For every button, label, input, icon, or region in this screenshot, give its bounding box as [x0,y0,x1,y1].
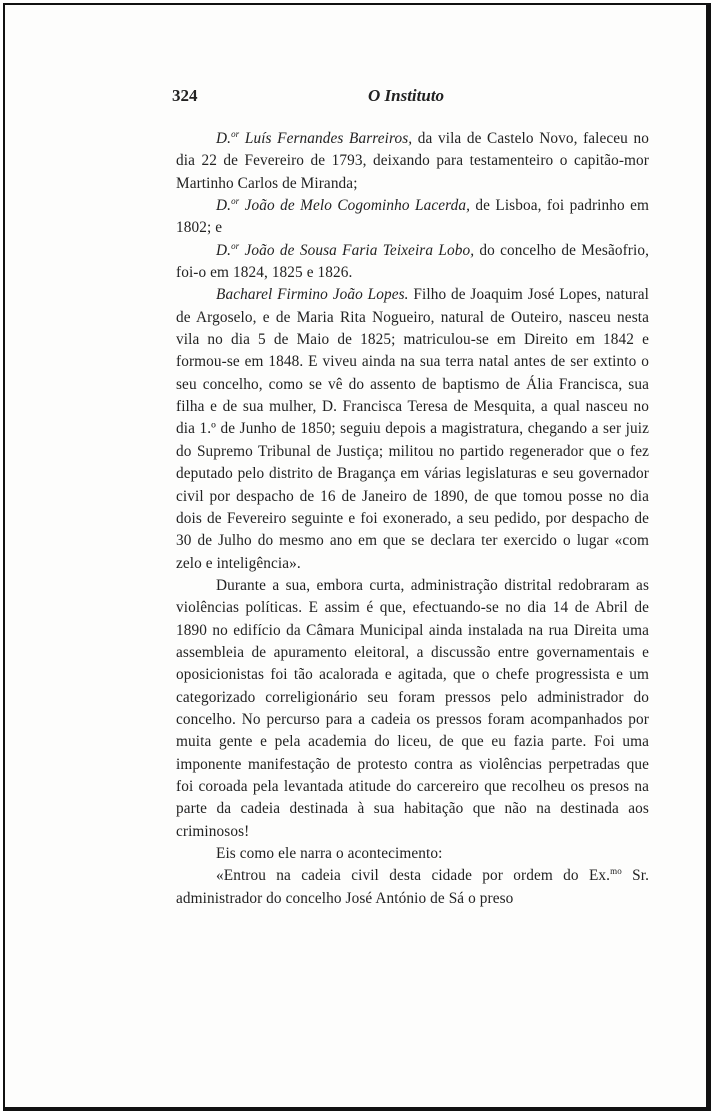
person-name: D.$^{or}$ Luís Fernandes Barreiros, [216,128,413,147]
person-name: D.$^{or}$ João de Sousa Faria Teixeira Lobo, [216,240,475,259]
paragraph-quotation: «Entrou na cadeia civil desta cidade por ordem do Ex.$^{mo}$ Sr. administrador do concelho José António de Sá o preso [176,866,649,907]
body-text [176,128,649,910]
paragraph-firmino-joao-lopes [176,284,649,574]
paragraph-joao-de-sousa [176,240,649,285]
page-number: 324 [172,86,198,105]
paragraph-text: Filho de Joaquim José Lopes, natural de Argoselo, e de Maria Rita Nogueiro, natural de Outeiro, nasceu nesta vila no dia 5 de Maio de 1825; matriculou-se em Direito em 1842 e formou-se em 1848. E viveu ainda na sua terra natal antes de ser extinto o seu concelho, como se vê do assento de baptismo de Ália Francisca, sua filha e de sua mulher, D. Francisca Teresa de Mesquita, a qual nasceu no dia 1.º de Junho de 1850; seguiu depois a magistratura, chegando a ser juiz do Supremo Tribunal de Justiça; militou no partido regenerador que o fez deputado pelo distrito de Bragança em várias legislaturas e seu governador civil por despacho de 16 de Janeiro de 1890, de que tomou posse no dia dois de Fevereiro seguinte e foi exonerado, a seu pedido, por despacho de 30 de Julho do mesmo ano em que se declara ter exercido o lugar «com zelo e inteligência». [176,286,649,572]
person-name: Bacharel Firmino João Lopes. [216,286,409,304]
paragraph-administration: Durante a sua, embora curta, administração distrital redobraram as violências políticas. E assim é que, efectuando-se no dia 14 de Abril de 1890 no edifício da Câmara Municipal ainda instalada na rua Direita uma assembleia de apuramento eleitoral, a discussão entre governamentais e oposicionistas foi tão acalorada e agitada, que o chefe progressista e um categorizado correligionário seu foram pressos pelo administrador do concelho. No percurso para a cadeia os pressos foram acompanhados por muita gente e pela academia do liceu, de que eu fazia parte. Foi uma imponente manifestação de protesto contra as violências perpetradas que foi coroada pela levantada atitude do carcereiro que recolheu os presos na parte da cadeia destinada à sua habitação que não na destinada aos criminosos! [176,576,649,840]
paragraph-luis-fernandes-barreiros [176,128,649,195]
paragraph-text: da vila de Castelo Novo, faleceu no dia 22 de Fevereiro de 1793, deixando para testamenteiro o capitão-mor Martinho Carlos de Miranda; [176,130,649,192]
running-title: O Instituto [368,86,445,105]
person-name: D.$^{or}$ João de Melo Cogominho Lacerda, [216,195,471,215]
paragraph-text: de Lisboa, foi padrinho em 1802; e [176,197,649,237]
paragraph-narration-intro: Eis como ele narra o acontecimento: [216,845,443,862]
page-header [0,86,721,110]
paragraph-joao-de-melo [176,195,649,240]
paragraph-text: do concelho de Mesãofrio, foi-o em 1824, 1825 e 1826. [176,241,650,282]
